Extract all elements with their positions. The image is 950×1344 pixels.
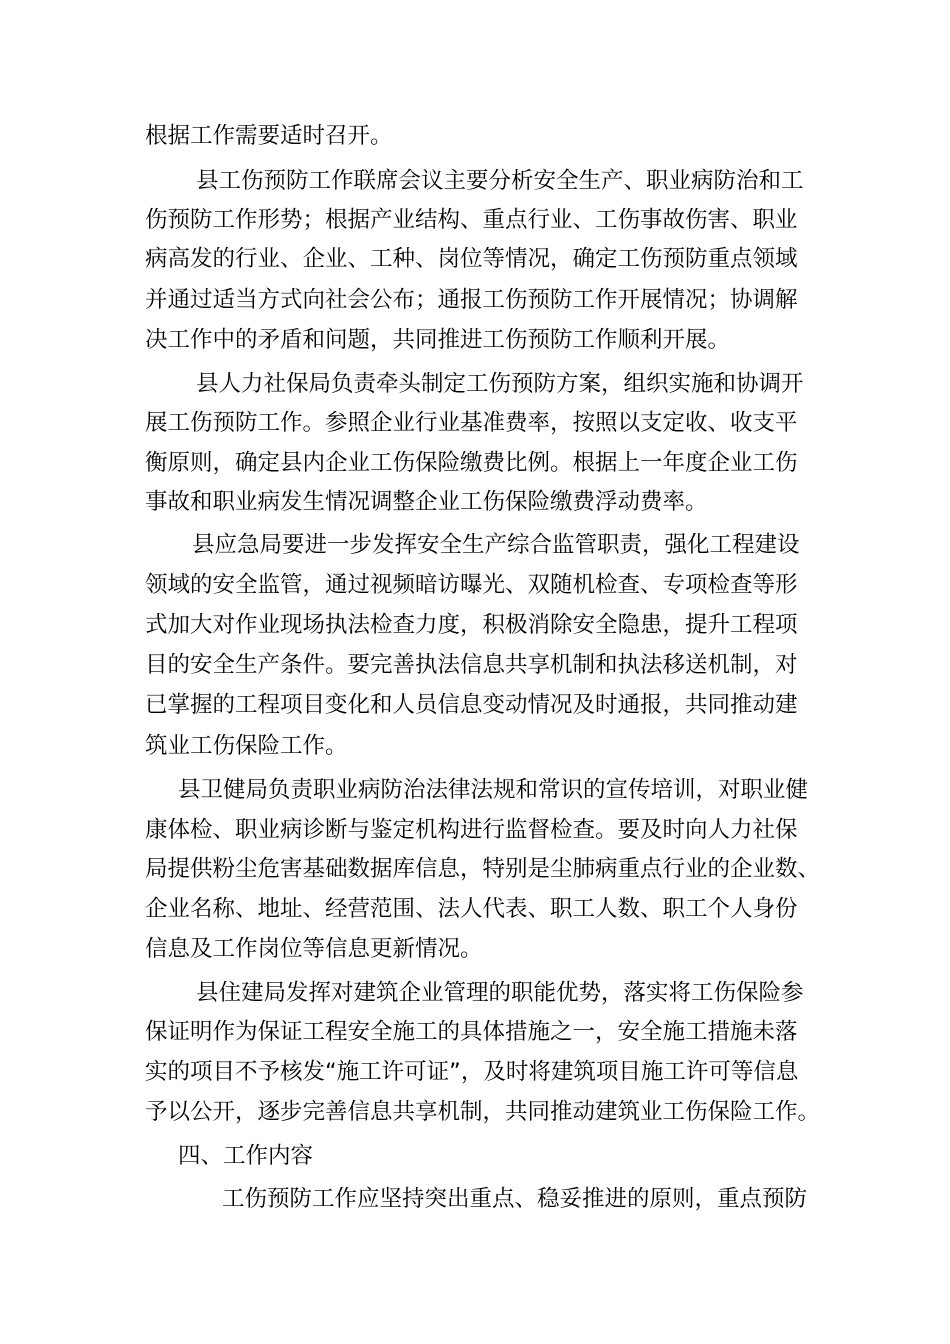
paragraph-line: 县卫健局负责职业病防治法律法规和常识的宣传培训，对职业健 [178, 777, 809, 803]
text-line: 实的项目不予核发“施工许可证”，及时将建筑项目施工许可等信息 [145, 1059, 799, 1085]
text-line: 领域的安全监管，通过视频暗访曝光、双随机检查、专项检查等形 [145, 572, 798, 598]
text-line: 并通过适当方式向社会公布；通报工伤预防工作开展情况；协调解 [145, 287, 798, 313]
text-line: 信息及工作岗位等信息更新情况。 [145, 936, 483, 962]
section-heading: 四、工作内容 [178, 1143, 314, 1169]
text-line: 展工伤预防工作。参照企业行业基准费率，按照以支定收、收支平 [145, 410, 798, 436]
text-line: 已掌握的工程项目变化和人员信息变动情况及时通报，共同推动建 [145, 692, 798, 718]
text-line: 筑业工伤保险工作。 [145, 733, 348, 759]
text-line: 企业名称、地址、经营范围、法人代表、职工人数、职工个人身份 [145, 896, 798, 922]
text-line: 事故和职业病发生情况调整企业工伤保险缴费浮动费率。 [145, 489, 708, 515]
text-line: 决工作中的矛盾和问题，共同推进工伤预防工作顺利开展。 [145, 327, 731, 353]
text-line: 局提供粉尘危害基础数据库信息，特别是尘肺病重点行业的企业数、 [145, 856, 821, 882]
paragraph-line: 县应急局要进一步发挥安全生产综合监管职责，强化工程建设 [192, 532, 800, 558]
text-line: 予以公开，逐步完善信息共享机制，共同推动建筑业工伤保险工作。 [145, 1099, 821, 1125]
text-line: 目的安全生产条件。要完善执法信息共享机制和执法移送机制，对 [145, 652, 798, 678]
paragraph-line: 县人力社保局负责牵头制定工伤预防方案，组织实施和协调开 [196, 371, 804, 397]
text-line: 康体检、职业病诊断与鉴定机构进行监督检查。要及时向人力社保 [145, 817, 798, 843]
text-line: 衡原则，确定县内企业工伤保险缴费比例。根据上一年度企业工伤 [145, 450, 798, 476]
paragraph-line: 县工伤预防工作联席会议主要分析安全生产、职业病防治和工 [196, 168, 804, 194]
paragraph-line: 工伤预防工作应坚持突出重点、稳妥推进的原则，重点预防 [222, 1186, 808, 1212]
text-line: 根据工作需要适时召开。 [145, 123, 393, 149]
paragraph-line: 县住建局发挥对建筑企业管理的职能优势，落实将工伤保险参 [196, 980, 804, 1006]
text-line: 病高发的行业、企业、工种、岗位等情况，确定工伤预防重点领域 [145, 246, 798, 272]
text-line: 保证明作为保证工程安全施工的具体措施之一，安全施工措施未落 [145, 1019, 798, 1045]
text-line: 伤预防工作形势；根据产业结构、重点行业、工伤事故伤害、职业 [145, 207, 798, 233]
text-line: 式加大对作业现场执法检查力度，积极消除安全隐患，提升工程项 [145, 612, 798, 638]
